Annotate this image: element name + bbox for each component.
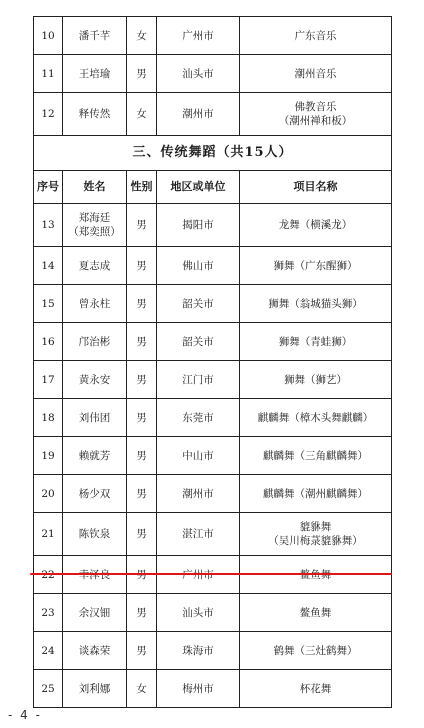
table-row — [34, 247, 392, 285]
cell-gender: 女 — [127, 17, 157, 55]
table-row — [34, 361, 392, 399]
cell-project: 龙舞（横溪龙） — [240, 204, 392, 247]
cell-name: 赖就芳 — [63, 437, 127, 475]
cell-project: 麒麟舞（潮州麒麟舞） — [240, 475, 392, 513]
cell-gender: 男 — [127, 437, 157, 475]
cell-region: 佛山市 — [157, 247, 240, 285]
cell-name: 杨少双 — [63, 475, 127, 513]
cell-number: 24 — [34, 632, 63, 670]
cell-gender: 男 — [127, 399, 157, 437]
cell-name: 潘千芊 — [63, 17, 127, 55]
table-row — [34, 475, 392, 513]
cell-name: 王培瑜 — [63, 55, 127, 93]
cell-name: 释传然 — [63, 93, 127, 136]
cell-gender: 男 — [127, 632, 157, 670]
cell-name: 刘利娜 — [63, 670, 127, 708]
column-header: 性别 — [127, 171, 157, 204]
cell-project: 麒麟舞（三角麒麟舞） — [240, 437, 392, 475]
cell-gender: 男 — [127, 513, 157, 556]
cell-region: 韶关市 — [157, 323, 240, 361]
cell-region: 江门市 — [157, 361, 240, 399]
cell-region: 梅州市 — [157, 670, 240, 708]
cell-number: 25 — [34, 670, 63, 708]
cell-number: 11 — [34, 55, 63, 93]
cell-gender: 男 — [127, 323, 157, 361]
table-row — [34, 513, 392, 556]
cell-number: 20 — [34, 475, 63, 513]
column-header: 序号 — [34, 171, 63, 204]
cell-project: 鹤舞（三灶鹤舞） — [240, 632, 392, 670]
page-number: - 4 - — [8, 708, 42, 722]
cell-region: 东莞市 — [157, 399, 240, 437]
cell-gender: 女 — [127, 93, 157, 136]
cell-project: 鳌鱼舞 — [240, 594, 392, 632]
table-row — [34, 632, 392, 670]
cell-project: 狮舞（广东醒狮） — [240, 247, 392, 285]
cell-project: 广东音乐 — [240, 17, 392, 55]
cell-gender: 男 — [127, 204, 157, 247]
table-row — [34, 670, 392, 708]
cell-gender: 男 — [127, 475, 157, 513]
cell-name: 郑海廷 （郑奕照） — [63, 204, 127, 247]
table-row — [34, 399, 392, 437]
red-underline-annotation — [30, 573, 392, 575]
column-header: 项目名称 — [240, 171, 392, 204]
cell-number: 10 — [34, 17, 63, 55]
cell-project: 佛教音乐 （潮州禅和板） — [240, 93, 392, 136]
cell-region: 中山市 — [157, 437, 240, 475]
cell-region: 湛江市 — [157, 513, 240, 556]
section-title: 三、传统舞蹈（共15人） — [34, 136, 392, 171]
table-row — [34, 323, 392, 361]
header-row — [34, 171, 392, 204]
cell-gender: 男 — [127, 55, 157, 93]
cell-name: 邝治彬 — [63, 323, 127, 361]
cell-project: 狮舞（翁城猫头狮） — [240, 285, 392, 323]
cell-name: 谈森荣 — [63, 632, 127, 670]
cell-gender: 男 — [127, 594, 157, 632]
section-title-row — [34, 136, 392, 171]
cell-number: 19 — [34, 437, 63, 475]
cell-number: 23 — [34, 594, 63, 632]
cell-region: 广州市 — [157, 17, 240, 55]
cell-region: 潮州市 — [157, 93, 240, 136]
inheritors-table — [33, 16, 392, 708]
cell-number: 13 — [34, 204, 63, 247]
cell-region: 揭阳市 — [157, 204, 240, 247]
column-header: 姓名 — [63, 171, 127, 204]
cell-region: 汕头市 — [157, 594, 240, 632]
cell-project: 狮舞（狮艺） — [240, 361, 392, 399]
cell-gender: 男 — [127, 361, 157, 399]
cell-name: 余汉钿 — [63, 594, 127, 632]
cell-name: 曾永柱 — [63, 285, 127, 323]
cell-number: 14 — [34, 247, 63, 285]
cell-region: 潮州市 — [157, 475, 240, 513]
cell-name: 陈钦泉 — [63, 513, 127, 556]
cell-region: 珠海市 — [157, 632, 240, 670]
cell-region: 汕头市 — [157, 55, 240, 93]
cell-project: 狮舞（青蛙狮） — [240, 323, 392, 361]
cell-project: 貔貅舞 （吴川梅菉貔貅舞） — [240, 513, 392, 556]
cell-number: 15 — [34, 285, 63, 323]
cell-number: 18 — [34, 399, 63, 437]
cell-number: 16 — [34, 323, 63, 361]
cell-project: 杯花舞 — [240, 670, 392, 708]
table-row — [34, 93, 392, 136]
table-row — [34, 55, 392, 93]
table-row — [34, 204, 392, 247]
column-header: 地区或单位 — [157, 171, 240, 204]
table-row — [34, 17, 392, 55]
cell-number: 21 — [34, 513, 63, 556]
cell-gender: 男 — [127, 247, 157, 285]
cell-name: 黄永安 — [63, 361, 127, 399]
cell-region: 韶关市 — [157, 285, 240, 323]
table-row — [34, 594, 392, 632]
table-row — [34, 437, 392, 475]
table-row — [34, 285, 392, 323]
cell-name: 夏志成 — [63, 247, 127, 285]
cell-number: 12 — [34, 93, 63, 136]
cell-project: 麒麟舞（樟木头舞麒麟） — [240, 399, 392, 437]
cell-gender: 男 — [127, 285, 157, 323]
table-body — [34, 17, 392, 708]
cell-number: 17 — [34, 361, 63, 399]
cell-name: 刘伟团 — [63, 399, 127, 437]
cell-gender: 女 — [127, 670, 157, 708]
cell-project: 潮州音乐 — [240, 55, 392, 93]
